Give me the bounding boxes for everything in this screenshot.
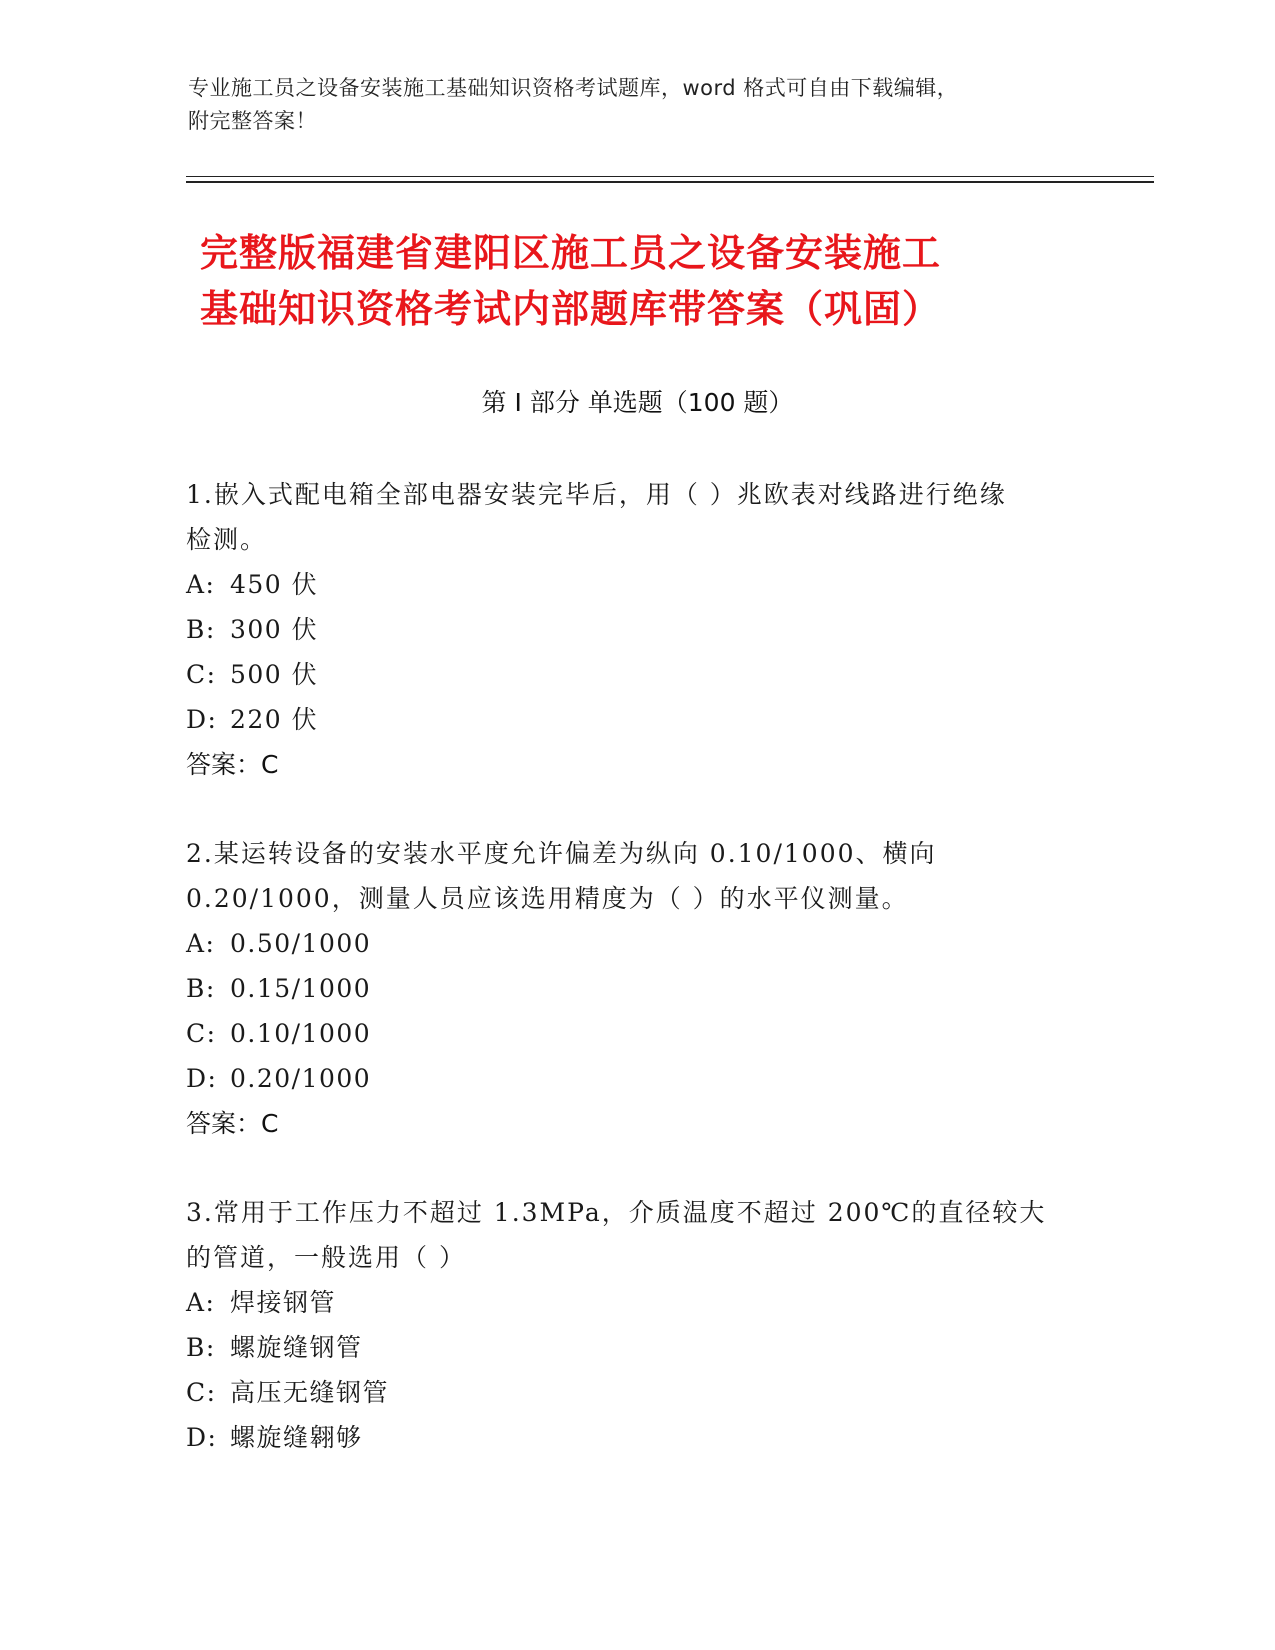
question-stem-line: 检测。 [186,525,268,554]
option-text: 焊接钢管 [230,1288,337,1317]
option-d [186,1415,1086,1460]
option-letter: A: [186,1288,216,1317]
option-text: 0.15/1000 [230,974,372,1003]
option-letter: D: [186,1423,218,1452]
option-letter: A: [186,929,216,958]
option-text: 220 伏 [230,705,319,734]
option-c [186,652,1086,697]
answer-line: 答案：C [186,1109,279,1138]
option-text: 500 伏 [230,660,319,689]
option-letter: C: [186,1019,217,1048]
option-letter: D: [186,1064,218,1093]
question-1 [186,472,1086,787]
option-letter: A: [186,570,216,599]
option-text: 高压无缝钢管 [230,1378,390,1407]
option-a [186,562,1086,607]
question-stem-line: 2.某运转设备的安装水平度允许偏差为纵向 0.10/1000、横向 [186,839,937,868]
option-text: 0.10/1000 [230,1019,372,1048]
header-divider-thick [186,181,1154,183]
option-text: 0.20/1000 [230,1064,372,1093]
header-note-line-1: 专业施工员之设备安装施工基础知识资格考试题库，word 格式可自由下载编辑， [188,76,959,100]
option-text: 螺旋缝钢管 [230,1333,363,1362]
question-stem-line: 的管道，一般选用（ ） [186,1243,466,1272]
question-3 [186,1190,1086,1460]
header-note-line-2: 附完整答案！ [188,109,317,133]
option-b [186,607,1086,652]
question-stem-line: 0.20/1000，测量人员应该选用精度为（ ）的水平仪测量。 [186,884,909,913]
option-text: 300 伏 [230,615,319,644]
option-a [186,921,1086,966]
header-note [188,72,1088,138]
question-stem-line: 1.嵌入式配电箱全部电器安装完毕后，用（ ）兆欧表对线路进行绝缘 [186,480,1007,509]
option-letter: B: [186,1333,216,1362]
answer-line: 答案：C [186,750,279,779]
option-c [186,1011,1086,1056]
option-text: 螺旋缝翱够 [230,1423,363,1452]
option-letter: D: [186,705,218,734]
option-b [186,1325,1086,1370]
option-letter: B: [186,615,216,644]
option-d [186,1056,1086,1101]
option-text: 0.50/1000 [230,929,372,958]
header-divider-thin [186,176,1154,177]
document-title [200,225,1100,337]
option-letter: B: [186,974,216,1003]
option-letter: C: [186,1378,217,1407]
option-letter: C: [186,660,217,689]
option-text: 450 伏 [230,570,319,599]
document-title-line-2: 基础知识资格考试内部题库带答案（巩固） [200,287,942,331]
option-a [186,1280,1086,1325]
option-b [186,966,1086,1011]
option-d [186,697,1086,742]
document-title-line-1: 完整版福建省建阳区施工员之设备安装施工 [200,231,942,275]
question-2 [186,831,1086,1146]
option-c [186,1370,1086,1415]
question-stem-line: 3.常用于工作压力不超过 1.3MPa，介质温度不超过 200℃的直径较大 [186,1198,1047,1227]
section-heading: 第 I 部分 单选题（100 题） [481,388,794,417]
question-list [186,472,1086,1504]
